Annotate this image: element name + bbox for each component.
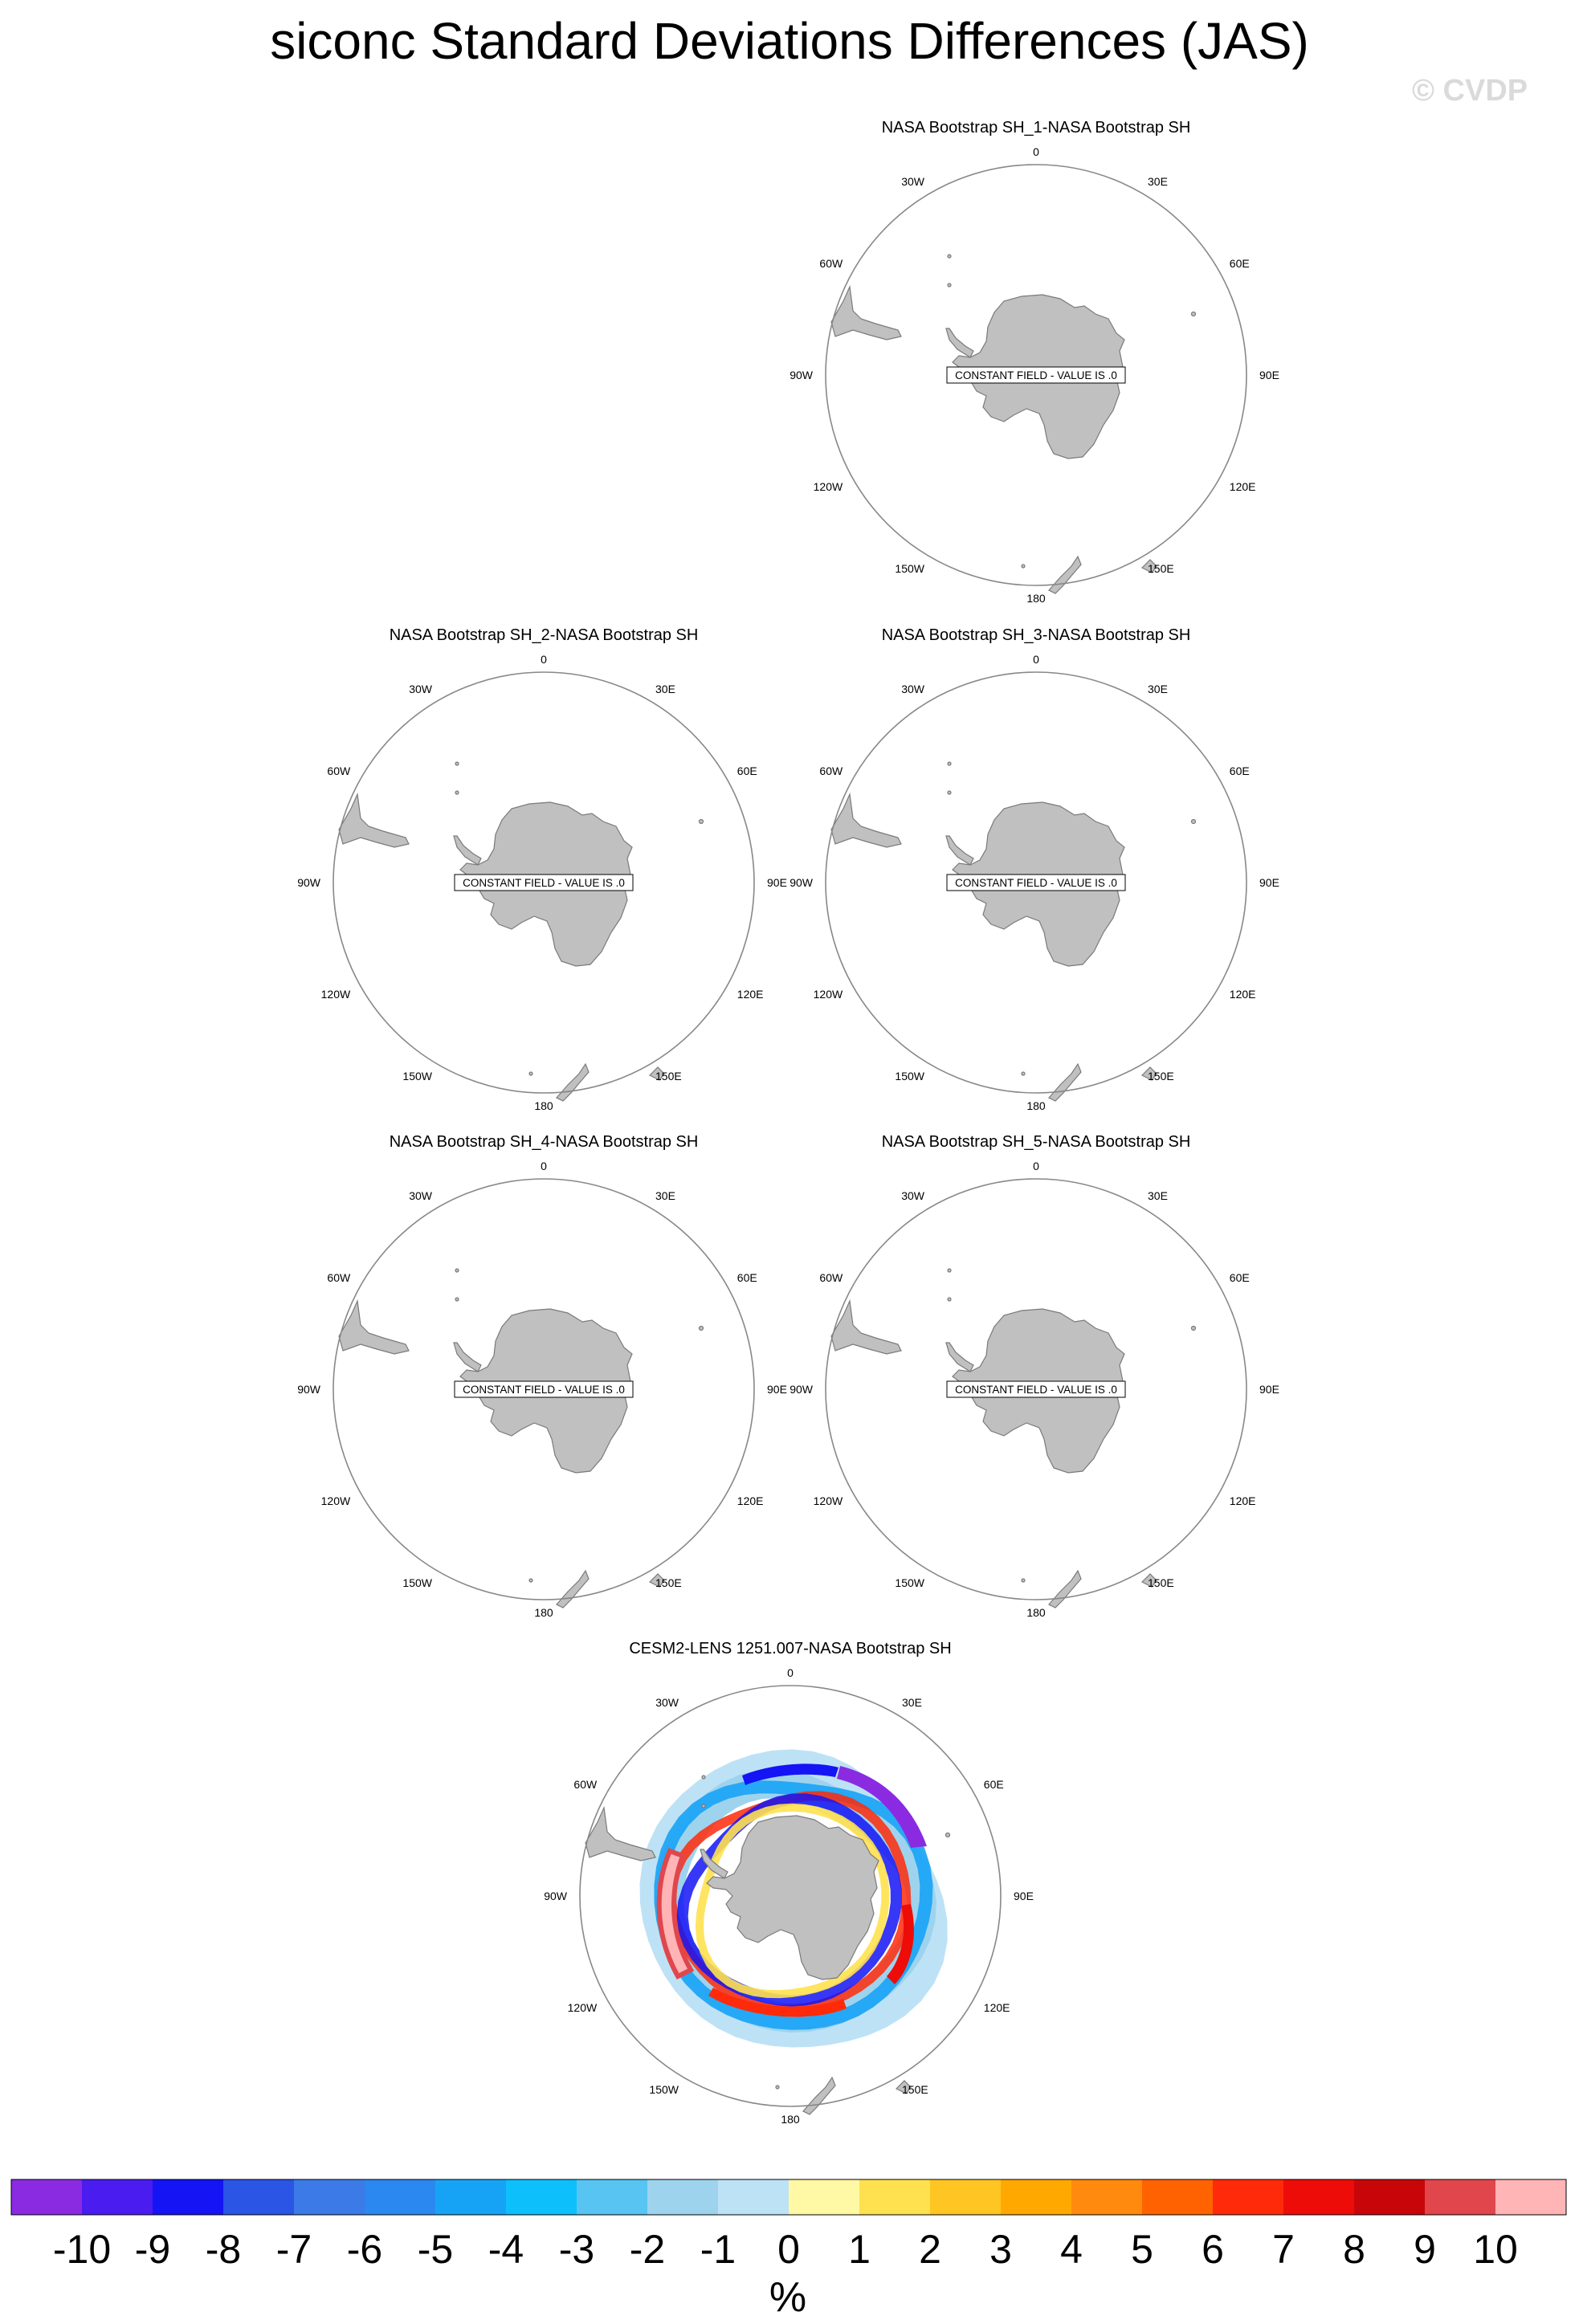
colorbar-swatch	[82, 2179, 153, 2215]
longitude-label: 60E	[1229, 257, 1250, 270]
colorbar-tick-label: 10	[1473, 2227, 1518, 2272]
island-land	[1192, 820, 1196, 824]
island-land	[1022, 1072, 1025, 1075]
longitude-label: 60W	[819, 1271, 843, 1284]
island-land	[946, 1833, 950, 1837]
panel-title-3: NASA Bootstrap SH_3-NASA Bootstrap SH	[881, 626, 1191, 644]
island-land	[1022, 565, 1025, 568]
longitude-label: 120E	[736, 988, 764, 1001]
island-land	[948, 255, 951, 258]
island-land	[702, 1776, 705, 1779]
longitude-label: 60E	[983, 1778, 1004, 1791]
panel-title-2: NASA Bootstrap SH_2-NASA Bootstrap SH	[389, 626, 699, 644]
colorbar-swatch	[577, 2179, 648, 2215]
colorbar-swatch	[930, 2179, 1002, 2215]
colorbar-tick-label: 7	[1272, 2227, 1295, 2272]
colorbar-swatch	[1495, 2179, 1567, 2215]
island-land	[529, 1072, 532, 1075]
longitude-label: 120W	[567, 2001, 598, 2014]
longitude-label: 150E	[655, 1069, 682, 1082]
longitude-label: 90E	[767, 1383, 787, 1396]
colorbar-swatch	[718, 2179, 790, 2215]
longitude-label: 120E	[1229, 988, 1256, 1001]
panel-1-map	[790, 145, 1279, 605]
panel-title-4: NASA Bootstrap SH_4-NASA Bootstrap SH	[389, 1133, 699, 1151]
colorbar-swatch	[435, 2179, 507, 2215]
longitude-label: 150E	[1148, 561, 1174, 575]
longitude-label: 120E	[736, 1494, 764, 1507]
island-land	[700, 820, 704, 824]
colorbar-tick-label: -9	[134, 2227, 171, 2272]
island-land	[702, 1804, 705, 1808]
colorbar-tick-label: 5	[1131, 2227, 1153, 2272]
longitude-label: 90W	[297, 1383, 320, 1396]
constant-field-label: CONSTANT FIELD - VALUE IS .0	[463, 877, 625, 889]
map-panel-5	[790, 1133, 1279, 1619]
island-land	[948, 1269, 951, 1272]
longitude-label: 30E	[1148, 1189, 1168, 1203]
longitude-label: 90E	[1259, 876, 1279, 889]
longitude-label: 0	[1033, 653, 1039, 666]
longitude-label: 30E	[902, 1696, 922, 1710]
panel-4-map	[297, 1160, 787, 1619]
longitude-label: 120E	[1229, 1494, 1256, 1507]
island-land	[776, 2085, 779, 2089]
panel-title-5: NASA Bootstrap SH_5-NASA Bootstrap SH	[881, 1133, 1191, 1151]
longitude-label: 90E	[1259, 1383, 1279, 1396]
longitude-label: 90E	[1259, 369, 1279, 381]
longitude-label: 180	[1026, 592, 1046, 605]
colorbar-swatch	[153, 2179, 224, 2215]
longitude-label: 30E	[655, 1189, 675, 1203]
constant-field-label: CONSTANT FIELD - VALUE IS .0	[955, 369, 1117, 381]
longitude-label: 60W	[819, 764, 843, 777]
island-land	[455, 1298, 459, 1301]
longitude-label: 120E	[1229, 480, 1256, 493]
longitude-label: 180	[1026, 1606, 1046, 1619]
island-land	[455, 791, 459, 794]
island-land	[1022, 1579, 1025, 1582]
panel-3-map	[790, 653, 1279, 1112]
colorbar-swatch	[223, 2179, 295, 2215]
panel-title-6: CESM2-LENS 1251.007-NASA Bootstrap SH	[629, 1640, 952, 1657]
panel-2-map	[297, 653, 787, 1112]
longitude-label: 30W	[409, 683, 432, 696]
colorbar-swatch	[647, 2179, 719, 2215]
colorbar-swatch	[1071, 2179, 1143, 2215]
longitude-label: 0	[541, 1160, 547, 1172]
longitude-label: 120W	[320, 988, 351, 1001]
longitude-label: 150W	[895, 1069, 924, 1082]
island-land	[700, 1327, 704, 1331]
longitude-label: 180	[534, 1606, 553, 1619]
longitude-label: 90W	[790, 876, 813, 889]
longitude-label: 90W	[544, 1890, 567, 1902]
colorbar-swatch	[294, 2179, 365, 2215]
longitude-label: 30E	[655, 683, 675, 696]
map-panel-2	[297, 626, 787, 1112]
colorbar-swatch	[1142, 2179, 1214, 2215]
constant-field-label: CONSTANT FIELD - VALUE IS .0	[955, 877, 1117, 889]
longitude-label: 180	[1026, 1099, 1046, 1112]
map-panel-6	[544, 1640, 1034, 2126]
colorbar-tick-label: -2	[629, 2227, 666, 2272]
longitude-label: 30E	[1148, 175, 1168, 189]
longitude-label: 60E	[1229, 1271, 1250, 1284]
colorbar-tick-label: -1	[700, 2227, 736, 2272]
colorbar-tick-label: -3	[558, 2227, 595, 2272]
longitude-label: 60E	[1229, 764, 1250, 777]
colorbar-swatch	[1425, 2179, 1496, 2215]
colorbar-tick-label: -7	[275, 2227, 312, 2272]
longitude-label: 90W	[790, 1383, 813, 1396]
longitude-label: 0	[1033, 1160, 1039, 1172]
colorbar-unit-label: %	[769, 2274, 807, 2321]
colorbar-tick-label: -10	[52, 2227, 112, 2272]
panel-6-map	[544, 1666, 1034, 2126]
panel-title-1: NASA Bootstrap SH_1-NASA Bootstrap SH	[881, 119, 1191, 137]
longitude-label: 90W	[790, 369, 813, 381]
longitude-label: 30W	[901, 175, 924, 189]
island-land	[948, 283, 951, 287]
colorbar-tick-label: -6	[346, 2227, 383, 2272]
longitude-label: 30W	[901, 1189, 924, 1203]
longitude-label: 120W	[813, 480, 843, 493]
longitude-label: 60W	[327, 764, 351, 777]
island-land	[1192, 1327, 1196, 1331]
colorbar-tick-label: 8	[1343, 2227, 1365, 2272]
longitude-label: 120E	[983, 2001, 1010, 2014]
longitude-label: 60W	[819, 257, 843, 270]
colorbar-tick-label: -4	[488, 2227, 524, 2272]
island-land	[948, 1298, 951, 1301]
island-land	[455, 762, 459, 765]
figure-title: siconc Standard Deviations Differences (JAS)	[270, 12, 1309, 70]
longitude-label: 180	[534, 1099, 553, 1112]
colorbar-swatch	[1001, 2179, 1072, 2215]
longitude-label: 150W	[402, 1069, 432, 1082]
longitude-label: 150E	[902, 2082, 928, 2096]
colorbar-tick-label: -5	[417, 2227, 454, 2272]
longitude-label: 150E	[655, 1576, 682, 1589]
longitude-label: 0	[1033, 145, 1039, 158]
island-land	[1192, 312, 1196, 316]
longitude-label: 60W	[327, 1271, 351, 1284]
colorbar-swatch	[859, 2179, 931, 2215]
longitude-label: 90W	[297, 876, 320, 889]
island-land	[529, 1579, 532, 1582]
colorbar-swatch	[1213, 2179, 1284, 2215]
longitude-label: 90E	[1014, 1890, 1034, 1902]
longitude-label: 150E	[1148, 1576, 1174, 1589]
map-panel-3	[790, 626, 1279, 1112]
longitude-label: 60E	[736, 764, 757, 777]
colorbar-tick-label: 4	[1060, 2227, 1083, 2272]
colorbar-tick-label: 0	[777, 2227, 800, 2272]
longitude-label: 120W	[320, 1494, 351, 1507]
longitude-label: 30W	[655, 1696, 679, 1710]
constant-field-label: CONSTANT FIELD - VALUE IS .0	[463, 1384, 625, 1396]
island-land	[948, 791, 951, 794]
colorbar-tick-label: -8	[205, 2227, 242, 2272]
island-land	[948, 762, 951, 765]
longitude-label: 30W	[901, 683, 924, 696]
map-panel-4	[297, 1133, 787, 1619]
colorbar-tick-label: 3	[989, 2227, 1012, 2272]
colorbar-swatch	[11, 2179, 83, 2215]
longitude-label: 150W	[895, 561, 924, 575]
longitude-label: 180	[781, 2113, 800, 2126]
longitude-label: 150W	[402, 1576, 432, 1589]
colorbar-swatch	[1283, 2179, 1355, 2215]
longitude-label: 30W	[409, 1189, 432, 1203]
colorbar-tick-label: 2	[919, 2227, 941, 2272]
longitude-label: 0	[787, 1666, 794, 1679]
map-panel-1	[790, 119, 1279, 605]
panel-5-map	[790, 1160, 1279, 1619]
longitude-label: 90E	[767, 876, 787, 889]
longitude-label: 30E	[1148, 683, 1168, 696]
longitude-label: 0	[541, 653, 547, 666]
longitude-label: 150E	[1148, 1069, 1174, 1082]
colorbar-tick-label: 6	[1202, 2227, 1224, 2272]
longitude-label: 60E	[736, 1271, 757, 1284]
longitude-label: 120W	[813, 988, 843, 1001]
longitude-label: 120W	[813, 1494, 843, 1507]
colorbar-swatch	[1354, 2179, 1426, 2215]
colorbar-swatch	[365, 2179, 436, 2215]
island-land	[455, 1269, 459, 1272]
colorbar-swatch	[506, 2179, 577, 2215]
longitude-label: 150W	[895, 1576, 924, 1589]
colorbar	[11, 2179, 1567, 2272]
colorbar-tick-label: 1	[848, 2227, 871, 2272]
longitude-label: 60W	[573, 1778, 598, 1791]
colorbar-swatch	[789, 2179, 860, 2215]
constant-field-label: CONSTANT FIELD - VALUE IS .0	[955, 1384, 1117, 1396]
cvdp-watermark: © CVDP	[1412, 74, 1528, 108]
longitude-label: 150W	[649, 2082, 679, 2096]
colorbar-tick-label: 9	[1414, 2227, 1436, 2272]
